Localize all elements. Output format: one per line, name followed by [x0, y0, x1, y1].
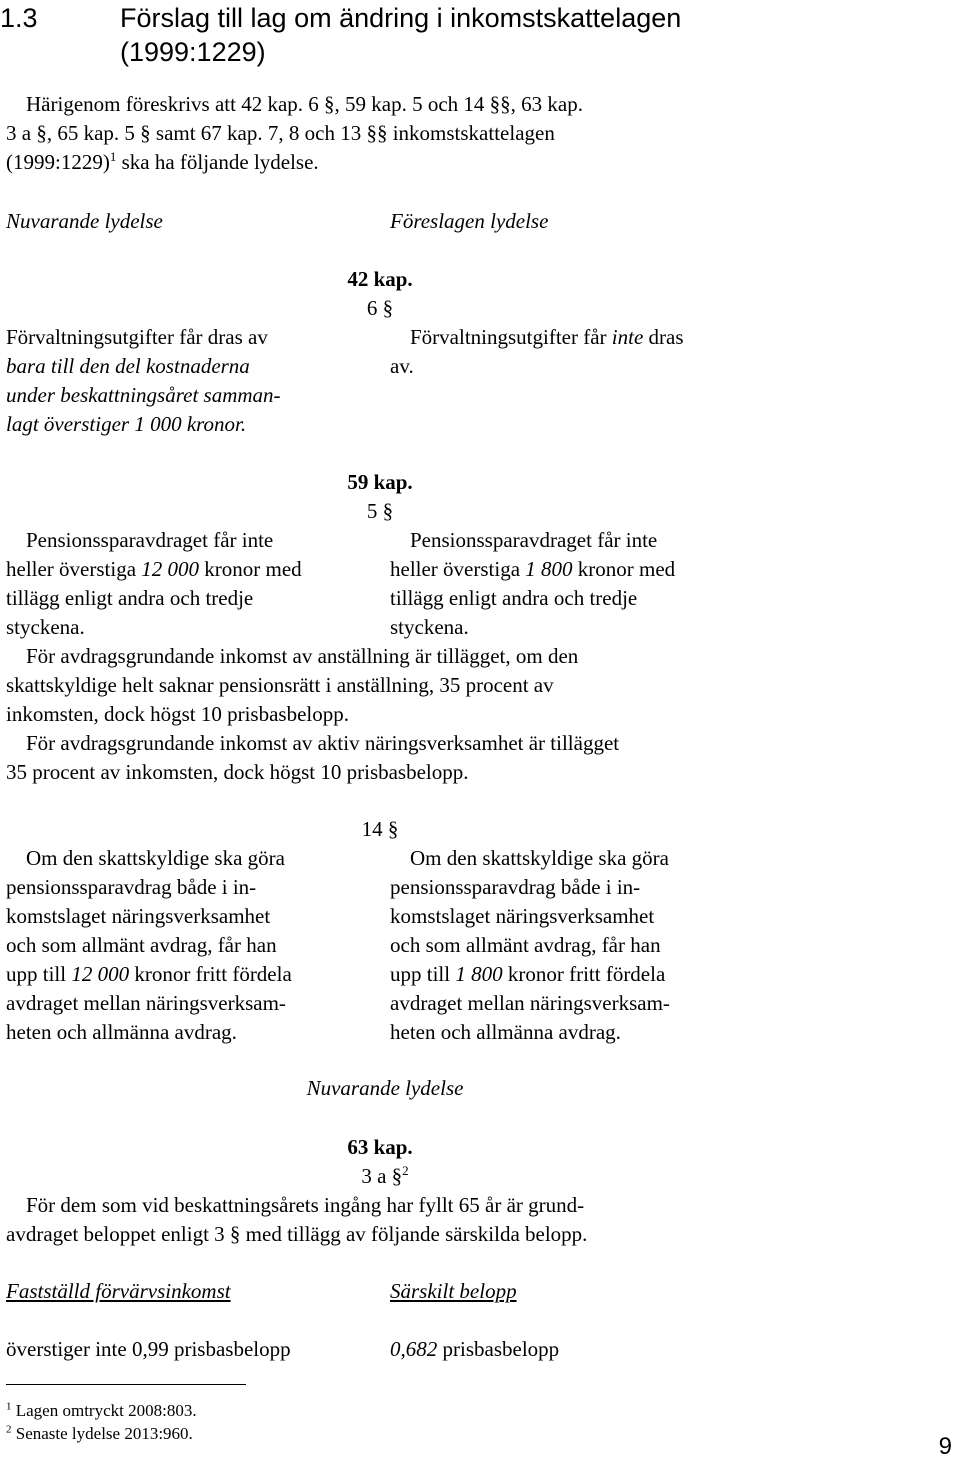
chapter-42: 42 kap. — [347, 267, 413, 291]
chapter-63: 63 kap. — [347, 1135, 413, 1159]
footnote-ref-2: 2 — [402, 1163, 409, 1178]
s14-current-text: Om den skattskyldige ska göra pensionssparavdrag både i in- komstslaget näringsverksamhet och som allmänt avdrag, får han upp till 12 000 kronor fritt fördela avdraget mellan näringsverksam- heten och allmänna avdrag. — [6, 846, 292, 1044]
kap63-para: För dem som vid beskattningsårets ingång har fyllt 65 år är grund- — [26, 1193, 585, 1217]
chapter-59: 59 kap. — [347, 470, 413, 494]
intro-paragraph — [26, 90, 746, 119]
kap59-para2-cont: skattskyldige helt saknar pensionsrätt i anställning, 35 procent av inkomsten, dock högst 10 prisbasbelopp. — [6, 673, 554, 726]
kap59-para3-cont: 35 procent av inkomsten, dock högst 10 prisbasbelopp. — [6, 760, 469, 784]
footnote-1: $^1$ Lagen omtryckt 2008:803. — [6, 1400, 197, 1420]
heading-number: 1.3 — [0, 3, 38, 33]
heading-title-line1: Förslag till lag om ändring i inkomstskattelagen — [120, 3, 682, 33]
kap59-para2: För avdragsgrundande inkomst av anställning är tillägget, om den — [26, 644, 579, 668]
table-header-income: Fastställd förvärvsinkomst — [6, 1279, 231, 1303]
section-6: 6 § — [366, 296, 394, 320]
table-cell-amount: 0,682 prisbasbelopp — [390, 1337, 560, 1361]
kap63-para-cont: avdraget beloppet enligt 3 § med tillägg av följande särskilda belopp. — [6, 1222, 588, 1246]
section-14: 14 § — [361, 817, 399, 841]
intro-line3: (1999:1229)$^1$ ska ha följande lydelse. — [6, 149, 319, 174]
page-number: 9 — [938, 1433, 952, 1460]
kap59-proposed-text: Pensionssparavdraget får inte heller överstiga 1 800 kronor med tillägg enligt andra och tredje styckena. — [390, 528, 676, 639]
intro-line: Härigenom föreskrivs att 42 kap. 6 §, 59 kap. 5 och 14 §§, 63 kap. — [26, 92, 583, 116]
kap59-current-text: Pensionssparavdraget får inte heller överstiga 12 000 kronor med tillägg enligt andra och tredje styckena. — [6, 528, 302, 639]
kap63-current-label: Nuvarande lydelse — [306, 1076, 464, 1100]
table-cell-income: överstiger inte 0,99 prisbasbelopp — [6, 1337, 291, 1361]
heading-title-line2: (1999:1229) — [120, 37, 266, 67]
kap42-current-text: Förvaltningsutgifter får dras av bara till den del kostnaderna under beskattningsåret samman- lagt överstiger 1 000 kronor. — [6, 325, 281, 436]
header-current: Nuvarande lydelse — [6, 209, 163, 233]
kap42-proposed-line2: av. — [390, 354, 414, 378]
intro-line2-wrap — [6, 119, 746, 148]
header-proposed: Föreslagen lydelse — [390, 209, 549, 233]
s14-proposed-text: Om den skattskyldige ska göra pensionssparavdrag både i in- komstslaget näringsverksamhet och som allmänt avdrag, får han upp till 1 800 kronor fritt fördela avdraget mellan näringsverksam- heten och allmänna avdrag. — [390, 846, 670, 1044]
footnote-2: $^2$ Senaste lydelse 2013:960. — [6, 1423, 193, 1443]
section-3a: 3 a §$^2$ — [361, 1163, 409, 1188]
kap42-proposed-text: Förvaltningsutgifter får inte dras — [410, 325, 684, 349]
footnote-ref-1: 1 — [109, 149, 117, 164]
table-header-amount: Särskilt belopp — [390, 1279, 517, 1303]
kap59-para3: För avdragsgrundande inkomst av aktiv näringsverksamhet är tillägget — [26, 731, 620, 755]
intro-line: 3 a §, 65 kap. 5 § samt 67 kap. 7, 8 och 13 §§ inkomstskattelagen — [6, 121, 555, 145]
section-5: 5 § — [366, 499, 394, 523]
footnote-separator — [6, 1384, 246, 1385]
